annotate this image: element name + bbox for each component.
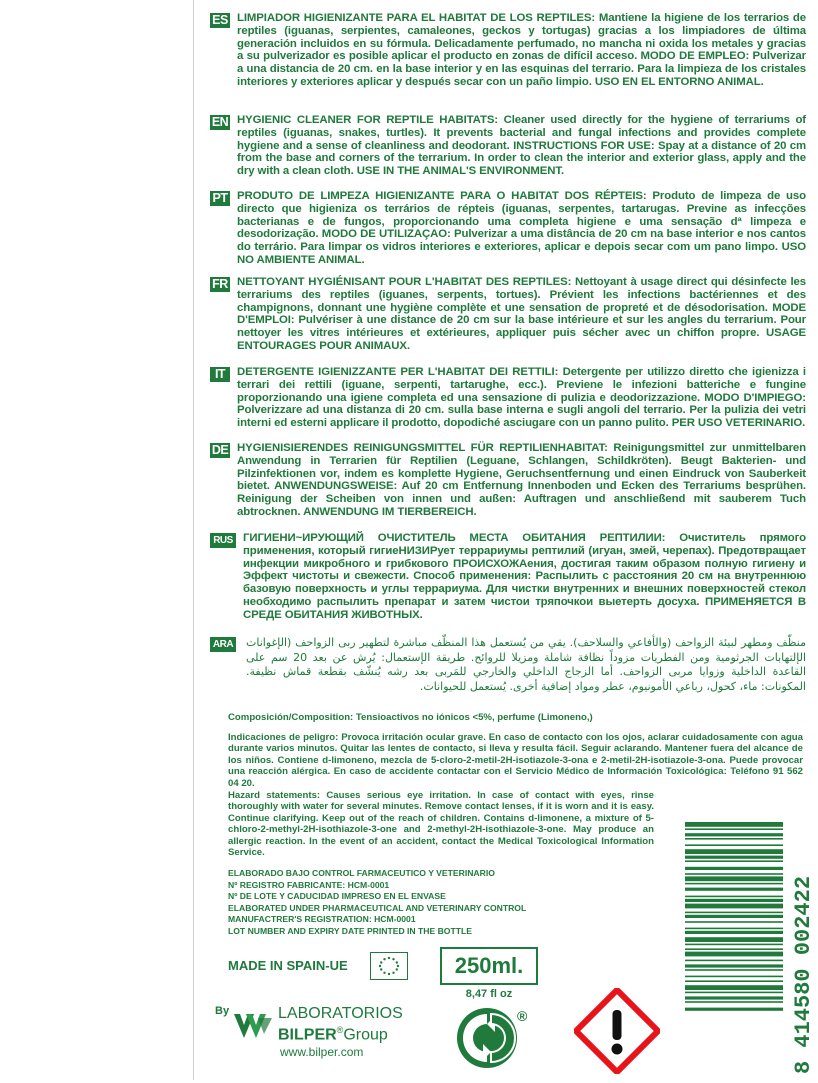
- barcode-bar: [685, 937, 783, 942]
- barcode-bar: [685, 928, 783, 930]
- barcode-bar: [685, 856, 783, 859]
- eu-stars-icon: [370, 952, 408, 980]
- bilper-v-logo-icon: [232, 1008, 274, 1049]
- lab-line1: LABORATORIOS: [278, 1005, 403, 1022]
- barcode-bar: [685, 822, 783, 827]
- by-label: By: [215, 1005, 230, 1017]
- barcode-bar: [685, 867, 783, 870]
- lang-tag-es: ES: [210, 13, 230, 28]
- lang-block-rus: [210, 532, 806, 622]
- made-in-label: MADE IN SPAIN-UE: [228, 958, 348, 973]
- barcode-bar: [685, 931, 783, 934]
- credit-line: Nº DE LOTE Y CADUCIDAD IMPRESO EN EL ENVASE: [228, 891, 446, 902]
- credit-line: Nº REGISTRO FABRICANTE: HCM-0001: [228, 879, 390, 890]
- lang-block-de: [210, 442, 806, 519]
- barcode-bar: [685, 828, 783, 830]
- lab-reg: ®: [336, 1025, 344, 1035]
- barcode-digits: 8 414580 002422: [791, 875, 815, 1074]
- lab-name: [278, 1005, 403, 1043]
- lang-block-en: [210, 114, 806, 178]
- barcode-bar: [685, 912, 783, 914]
- lang-block-fr: [210, 276, 806, 353]
- lang-tag-ara: ARA: [210, 637, 236, 652]
- lang-text-en: HYGIENIC CLEANER FOR REPTILE HABITATS: Cleaner used directly for the hygiene of terrariums of reptiles (iguanas, snakes, turtles). It prevents bacterial and fungal infections and provides complete hygiene and a sense of cleanliness and deodorant. INSTRUCTIONS FOR USE: Spay at a distance of 20 cm from the base and corners of the terrarium. In order to clean the interior and exterior glass, apply and the dry with a clean cloth. USE IN THE ANIMAL'S ENVIRONMENT.: [237, 114, 806, 178]
- barcode-bar: [685, 980, 783, 982]
- barcode-bar: [685, 876, 783, 881]
- barcode-bar: [685, 849, 783, 854]
- barcode: [683, 820, 815, 1083]
- lang-block-it: [210, 366, 806, 430]
- lang-tag-de: DE: [211, 443, 229, 457]
- lang-text-pt: PRODUTO DE LIMPEZA HIGIENIZANTE PARA O HABITAT DOS RÉPTEIS: Produto de limpeza de uso directo que higieniza os terrários de répteis (iguanas, serpentes, tartarugas. Previne as infecções bacterianas e de fungos, proporcionando uma completa higiene e uma sensação dª limpeza e desodorização. MODO DE UTILIZAÇAO: Pulverizar a uma distância de 20 cm na base interior e nos cantos do terrário. Para limpar os vidros interiores e exteriores, aplicar e depois secar com um pano limpo. USO NO AMBIENTE ANIMAL.: [237, 190, 806, 266]
- lang-text-it: DETERGENTE IGIENIZZANTE PER L'HABITAT DEI RETTILI: Detergente per utilizzo diretto che igienizza i terrari dei rettili (iguane, serpenti, tartarughe, ecc.). Previene le infezioni batteriche e fungine proporzionando una igiene completa ed una sensazione di pulizia e deodorizzazione. MODO D'IMPIEGO: Polverizzare ad una distanza di 20 cm. sulla base interna e sugli angoli del terrario. Per la pulizia dei vetri interni ed esterni applicare il prodotto, dopodiché asciugare con un panno pulito. PER USO VETERINARIO.: [237, 366, 806, 430]
- barcode-bar: [685, 904, 783, 909]
- lab-brand: BILPER: [278, 1026, 337, 1044]
- registered-mark: ®: [517, 1008, 528, 1024]
- hazard-statement-en: Hazard statements: Causes serious eye irritation. In case of contact with eyes, rinse thoroughly with water for several minutes. Remove contact lenses, if it is worn and it is easy. Continue clarifying. Keep out of the reach of children. Contains d-limonene, a mixture of 5-chloro-2-methyl-2H-isothiazole-3-one and 2-methyl-2H-isothiazole-3-one. May produce an allergic reaction. In the event of an accident, contact the Medical Toxicological Information Service.: [228, 790, 654, 859]
- credit-line: ELABORADO BAJO CONTROL FARMACEUTICO Y VETERINARIO: [228, 868, 495, 878]
- barcode-bar: [685, 833, 783, 836]
- barcode-bar: [685, 921, 783, 923]
- lang-tag-it: IT: [210, 367, 230, 382]
- barcode-bar: [685, 888, 783, 891]
- barcode-bar: [685, 992, 783, 994]
- barcode-bar: [685, 873, 783, 875]
- lang-block-ara: [210, 636, 806, 694]
- barcode-bar: [685, 996, 783, 999]
- lang-text-fr: NETTOYANT HYGIÉNISANT POUR L'HABITAT DES REPTILES: Nettoyant à usage direct qui désinfecte les terrariums des reptiles (iguanes, serpents, tortues). Prévient les infections bactériennes et des champignons, donnant une hygiène complète et une sensation de propreté et de désodorisation. MODE D'EMPLOI: Pulvériser à une distance de 20 cm sur la base intérieure et sur les angles du terrarium. Pour nettoyer les vitres intérieures et extérieures, appliquer puis sécher avec un chiffon propre. USAGE ENTOURAGES POUR ANIMAUX.: [237, 276, 806, 352]
- lab-suffix: Group: [343, 1026, 388, 1044]
- credit-line: ELABORATED UNDER PHARMACEUTICAL AND VETERINARY CONTROL: [228, 902, 527, 913]
- lang-text-rus: ГИГИЕНИ~ИРУЮЩИЙ ОЧИСТИТЕЛЬ МЕСТА ОБИТАНИЯ РЕПТИЛИИ: Очиститель прямого применения, который гигиеНИЗИРует террариумы рептилий (игуан, змей, черепах). Предотвращает инфекции микробного и грибкового ПРОИСХОЖАения, достигая таким образом полную гигиену и Эффект чистоты и свежести. Способ применения: Распылить с расстояния 20 см на внутреннюю базовую поверхность и углы террариума. Для чистки внутренних и внешних поверхностей стекол необходимо распылить препарат и затем чистои тряпочкои выетерть досуха. ПРИМЕНЯЕТСЯ В СРЕДЕ ОБИТАНИЯ ЖИВОТНЫХ.: [243, 532, 806, 621]
- hazard-statement-es: Indicaciones de peligro: Provoca irritación ocular grave. En caso de contacto con los ojos, aclarar cuidadosamente con agua durante varios minutos. Quitar las lentes de contacto, si lleva y resulta fácil. Seguir aclarando. Mantener fuera del alcance de los niños. Contiene d-limoneno, mezcla de 5-cloro-2-metil-2H-isotiazole-3-ona e 2-metil-2H-isotiazole-3-ona. Puede provocar una reacción alérgica. En caso de accidente contactar con el Servicio Médico de Información Toxicológica: Teléfono 91 562 04 20.: [228, 732, 803, 789]
- frame-line: [193, 0, 194, 1080]
- hazard-exclamation-icon: [574, 988, 660, 1079]
- barcode-bar: [685, 976, 783, 978]
- lang-block-pt: [210, 190, 806, 267]
- lang-text-de: HYGIENISIERENDES REINIGUNGSMITTEL FÜR REPTILIENHABITAT: Reinigungsmittel zur unmittelbaren Anwendung in Terrarien für Reptilien (Leguane, Schlangen, Schildkröten). Beugt Bakterien- und Pilzinfektionen vor, indem es komplette Hygiene, Geruchsentfernung und einen Eindruck von Sauberkeit bietet. ANWENDUNGSWEISE: Auf 20 cm Entfernung Innenboden und Ecken des Terrariums besprühen. Reinigung der Scheiben von innen und außen: Auftragen und anschließend mit sauberem Tuch abtrocknen. ANWENDUNG IM TIERBEREICH.: [237, 442, 806, 518]
- lang-tag-pt: PT: [210, 191, 230, 206]
- barcode-bar: [685, 960, 783, 962]
- lab-url: www.bilper.com: [280, 1045, 364, 1059]
- barcode-bar: [685, 915, 783, 918]
- credits-block: [228, 868, 578, 938]
- lang-block-es: [210, 12, 806, 89]
- barcode-bar: [685, 883, 783, 885]
- volume-box: 250ml.: [440, 947, 538, 985]
- lang-tag-fr: FR: [210, 277, 230, 292]
- credit-line: MANUFACTRER'S REGISTRATION: HCM-0001: [228, 914, 416, 925]
- barcode-bar: [685, 896, 783, 898]
- barcode-bar: [685, 964, 783, 967]
- barcode-bar: [685, 838, 783, 840]
- fl-oz-label: 8,47 fl oz: [465, 988, 513, 1000]
- barcode-bar: [685, 969, 783, 971]
- lang-text-ara: منظّف ومطهر لبيئة الزواحف (والأفاعي والسلاحف). يقي من يُستعمل هذا المنظّف مباشرة لتطهير ربى الزواحف (الإغوانات الإلتهابات الجرثومية ومن الفطريات مزوداً نظافة شاملة ومزيلا للروائح. طريقة الإستعمال: يُرش عن بعد 20 سم على القاعدة الداخلية وزوايا مربى الزواحف. أما الزجاج الداخلي والخارجي للمَربى بعد رشه يُنشّف بقطعة قماش نظيفة. المكونات: ماء، كحول، رباعي الأمونيوم، عطر ومواد إضافية أخرى. يُستعمل للحيوانات.: [246, 636, 806, 693]
- barcode-bar: [685, 899, 783, 902]
- lang-tag-rus: RUS: [210, 533, 236, 548]
- credit-line: LOT NUMBER AND EXPIRY DATE PRINTED IN THE BOTTLE: [228, 925, 472, 936]
- barcode-bar: [685, 948, 783, 950]
- barcode-bar: [685, 944, 783, 946]
- green-dot-recycle-icon: [455, 1006, 519, 1075]
- composition-text: Composición/Composition: Tensioactivos no iónicos <5%, perfume (Limoneno,): [228, 712, 593, 723]
- barcode-bar: [685, 952, 783, 957]
- barcode-bar: [685, 1001, 783, 1003]
- barcode-bar: [685, 860, 783, 862]
- lang-text-es: LIMPIADOR HIGIENIZANTE PARA EL HABITAT DE LOS REPTILES: Mantiene la higiene de los terrarios de reptiles (iguanas, serpientes, camaleones, geckos y tortugas) gracias a los limpiadores de última generación incluidos en su fórmula. Delicadamente perfumado, no mancha ni oxida los metales y gracias a su pulverizador es posible aplicar el producto en zonas de difícil acceso. MODO DE EMPLEO: Pulverizar a una distancia de 20 cm. en la base interior y en las esquinas del terrario. Para la limpieza de los cristales interiores y exteriores aplicar y después secar con un paño limpio. USO EN EL ENTORNO ANIMAL.: [237, 12, 806, 88]
- barcode-bar: [685, 844, 783, 846]
- barcode-bar: [685, 985, 783, 990]
- barcode-bar: [685, 1008, 783, 1011]
- lang-tag-en: EN: [211, 115, 229, 129]
